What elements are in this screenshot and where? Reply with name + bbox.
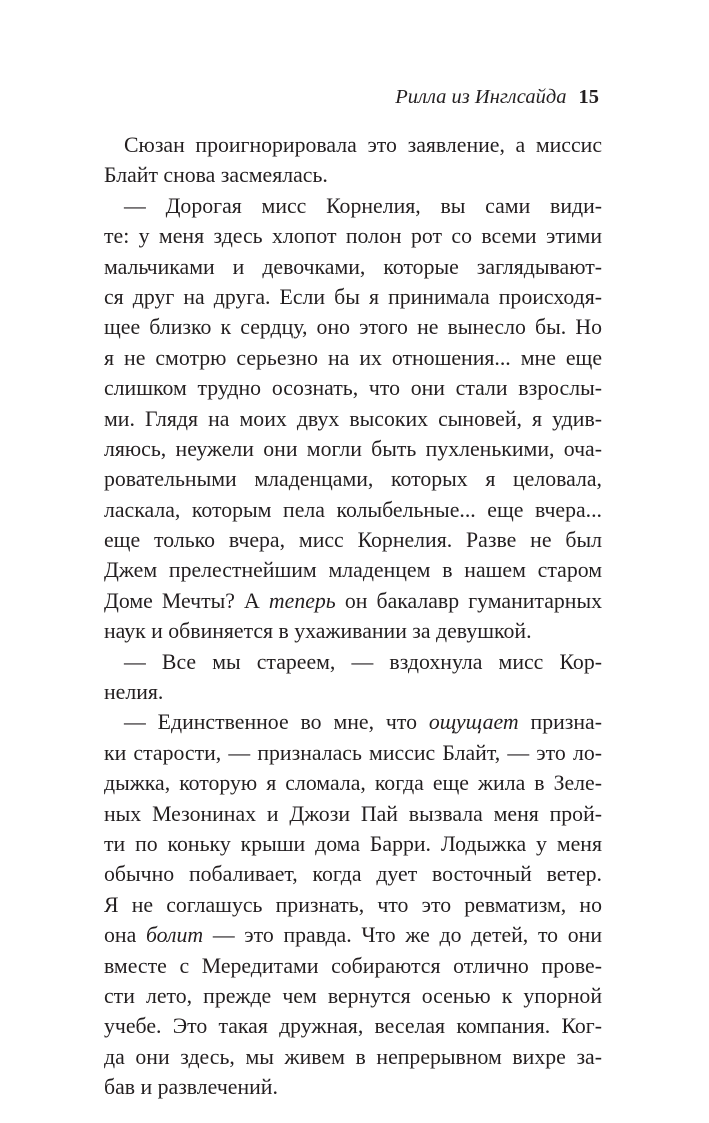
text-line xyxy=(104,859,602,889)
text-line xyxy=(104,616,602,646)
text-segment: ных Мезонинах и Джози Пай вызвала меня прой- xyxy=(104,801,602,826)
text-line xyxy=(104,312,602,342)
text-segment: Блайт снова засмеялась. xyxy=(104,163,328,188)
text-line xyxy=(104,282,602,312)
text-segment: бав и развлечений. xyxy=(104,1075,278,1100)
text-line xyxy=(104,191,602,221)
text-line xyxy=(104,160,602,190)
text-segment: — это правда. Что же до детей, то они xyxy=(203,923,603,948)
text-line xyxy=(104,130,602,160)
text-line xyxy=(104,495,602,525)
text-segment: — Все мы стареем, — вздохнула мисс Кор- xyxy=(124,649,602,674)
text-line xyxy=(104,434,602,464)
text-segment: вместе с Мередитами собираются отлично прове- xyxy=(104,953,602,978)
text-segment: те: у меня здесь хлопот полон рот со всеми этими xyxy=(104,224,602,249)
text-line xyxy=(104,981,602,1011)
italic-text: теперь xyxy=(268,588,336,613)
italic-text: ощущает xyxy=(428,710,519,735)
text-segment: да они здесь, мы живем в непрерывном вихре за- xyxy=(104,1044,602,1069)
text-line xyxy=(104,555,602,585)
text-segment: дыжка, которую я сломала, когда еще жила в Зеле- xyxy=(104,771,602,796)
text-segment: он бакалавр гуманитарных xyxy=(335,588,602,613)
text-segment: Я не соглашусь признать, что это ревматизм, но xyxy=(104,892,602,917)
text-line xyxy=(104,647,602,677)
text-segment: — Единственное во мне, что xyxy=(124,710,429,735)
running-head-title: Рилла из Инглсайда xyxy=(395,86,567,108)
text-segment: ляюсь, неужели они могли быть пухленькими, оча- xyxy=(104,436,602,461)
text-segment: наук и обвиняется в ухаживании за девушкой. xyxy=(104,619,532,644)
text-segment: учебе. Это такая дружная, веселая компания. Ког- xyxy=(104,1014,602,1039)
text-line xyxy=(104,707,602,737)
text-line xyxy=(104,829,602,859)
text-segment: ти по коньку крыши дома Барри. Лодыжка у меня xyxy=(104,831,602,856)
text-line xyxy=(104,677,602,707)
text-segment: ся друг на друга. Если бы я принимала происходя- xyxy=(104,284,602,309)
text-line xyxy=(104,373,602,403)
text-segment: сти лето, прежде чем вернутся осенью к упорной xyxy=(104,983,602,1008)
text-segment: она xyxy=(104,923,146,948)
text-segment: ровательными младенцами, которых я целовала, xyxy=(104,467,602,492)
text-segment: ки старости, — призналась миссис Блайт, — это ло- xyxy=(104,740,602,765)
text-segment: Джем прелестнейшим младенцем в нашем старом xyxy=(104,558,602,583)
text-line xyxy=(104,221,602,251)
text-line xyxy=(104,525,602,555)
text-segment: Сюзан проигнорировала это заявление, а миссис xyxy=(124,133,602,157)
text-segment: щее близко к сердцу, оно этого не вынесло бы. Но xyxy=(104,315,602,340)
text-line xyxy=(104,951,602,981)
running-head xyxy=(395,82,599,112)
text-line xyxy=(104,768,602,798)
text-segment: обычно побаливает, когда дует восточный ветер. xyxy=(104,862,602,887)
text-segment: еще только вчера, мисс Корнелия. Разве не был xyxy=(104,528,602,553)
text-line xyxy=(104,1042,602,1072)
text-segment: слишком трудно осознать, что они стали взрослы- xyxy=(104,376,602,401)
text-line xyxy=(104,1072,602,1102)
text-segment: призна- xyxy=(518,710,602,735)
text-segment: Доме Мечты? А xyxy=(104,588,269,613)
text-line xyxy=(104,252,602,282)
text-line xyxy=(104,920,602,950)
text-segment: нелия. xyxy=(104,680,164,705)
page-number: 15 xyxy=(578,86,599,108)
text-line xyxy=(104,343,602,373)
text-segment: мальчиками и девочками, которые заглядывают- xyxy=(104,254,602,279)
text-line xyxy=(104,890,602,920)
text-line xyxy=(104,1011,602,1041)
body-text xyxy=(104,130,602,1103)
text-segment: ласкала, которым пела колыбельные... еще вчера... xyxy=(104,497,602,522)
text-segment: я не смотрю серьезно на их отношения... мне еще xyxy=(104,345,602,370)
text-line xyxy=(104,799,602,829)
text-segment: — Дорогая мисс Корнелия, вы сами види- xyxy=(124,193,602,218)
text-line xyxy=(104,586,602,616)
text-line xyxy=(104,464,602,494)
text-segment: ми. Глядя на моих двух высоких сыновей, я удив- xyxy=(104,406,602,431)
text-line xyxy=(104,404,602,434)
italic-text: болит xyxy=(145,923,204,948)
text-line xyxy=(104,738,602,768)
